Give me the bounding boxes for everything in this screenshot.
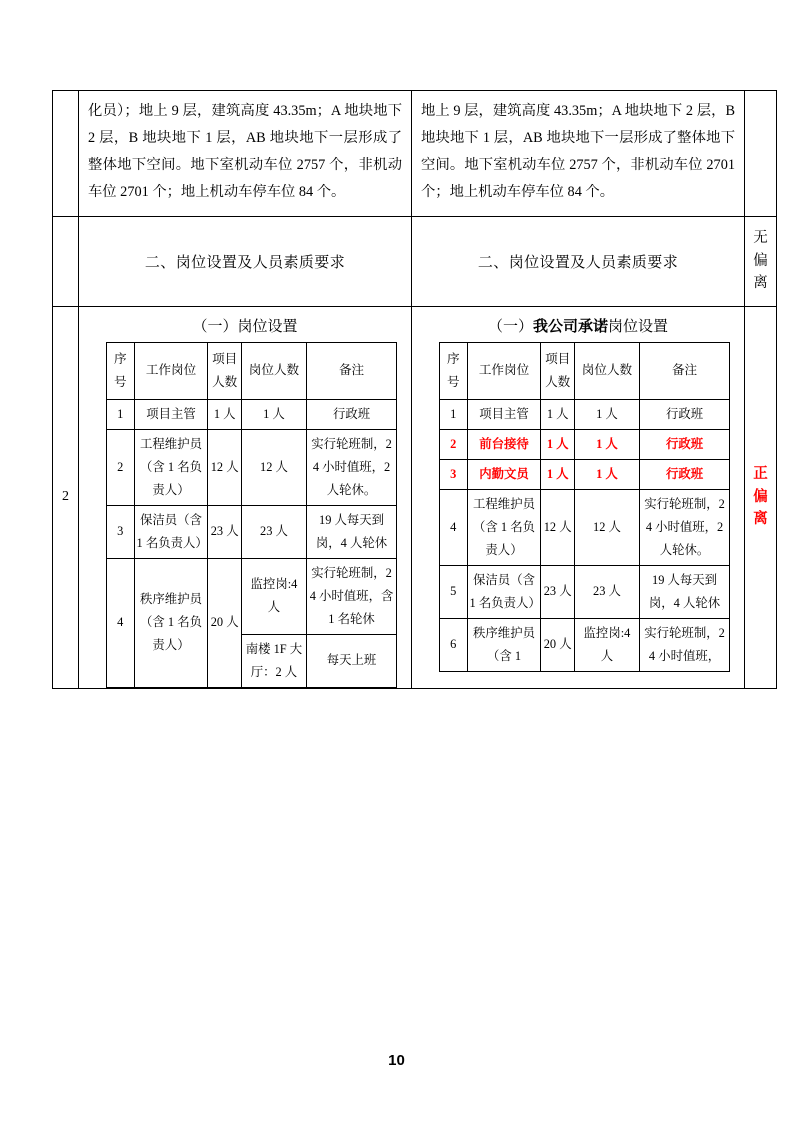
left-description-cell: [79, 91, 412, 217]
table-row-position-setup: [53, 306, 777, 688]
cell-post-count: 12 人: [241, 430, 306, 506]
cell-post: 保洁员（含 1 名负责人）: [134, 505, 208, 558]
cell-post-count: 23 人: [574, 565, 639, 618]
cell-remark: 实行轮班制，24 小时值班，2 人轮休。: [307, 430, 397, 506]
table-row-highlighted: [440, 460, 730, 490]
deviation-none-char-3: 离: [753, 275, 768, 292]
cell-remark: 行政班: [307, 400, 397, 430]
deviation-status-none: [745, 216, 777, 306]
right-position-table: [439, 342, 730, 672]
cell-remark: 19 人每天到岗，4 人轮休: [307, 505, 397, 558]
cell-post: 前台接待: [467, 430, 541, 460]
table-row-section-heading: [53, 216, 777, 306]
table-header-row: [107, 342, 397, 400]
cell-project-count: 20 人: [208, 558, 241, 687]
cell-no: 6: [440, 618, 468, 671]
cell-project-count: 1 人: [541, 430, 574, 460]
table-row: [440, 490, 730, 566]
table-row: [107, 400, 397, 430]
cell-project-count: 20 人: [541, 618, 574, 671]
cell-post: 秩序维护员（含 1: [467, 618, 541, 671]
cell-post-count: 12 人: [574, 490, 639, 566]
table-header-row: [440, 342, 730, 400]
table-row: [107, 430, 397, 506]
cell-post-count: 监控岗:4 人: [242, 559, 307, 634]
right-subsection-heading: [412, 307, 744, 342]
right-position-cell: [412, 306, 745, 688]
header-post-count: 岗位人数: [241, 342, 306, 400]
cell-project-count: 23 人: [541, 565, 574, 618]
table-row: [440, 400, 730, 430]
left-inner-table-wrapper: [79, 342, 411, 688]
cell-project-count: 23 人: [208, 505, 241, 558]
cell-post-count: 1 人: [574, 430, 639, 460]
table-row-truncated: [440, 618, 730, 671]
header-remark: 备注: [307, 342, 397, 400]
cell-remark: 行政班: [640, 400, 730, 430]
cell-no: 4: [107, 558, 135, 687]
left-position-table: [106, 342, 397, 688]
cell-post: 保洁员（含 1 名负责人）: [467, 565, 541, 618]
page-number: 10: [388, 1052, 405, 1069]
cell-no: 3: [440, 460, 468, 490]
table-row: [440, 565, 730, 618]
comparison-table: [52, 90, 777, 689]
header-post: 工作岗位: [467, 342, 541, 400]
cell-post-count: 监控岗:4 人: [574, 618, 639, 671]
deviation-positive-char-1: 正: [753, 466, 768, 483]
cell-post-count: 1 人: [574, 400, 639, 430]
row-index-blank: [53, 91, 79, 217]
header-project-count: 项目人数: [541, 342, 574, 400]
cell-no: 3: [107, 505, 135, 558]
cell-no: 2: [107, 430, 135, 506]
cell-remark: 实行轮班制，24 小时值班，含 1 名轮休: [307, 559, 396, 634]
deviation-positive-char-3: 离: [753, 511, 768, 528]
cell-no: 1: [440, 400, 468, 430]
row-index-blank-2: [53, 216, 79, 306]
cell-post-count: 1 人: [574, 460, 639, 490]
cell-no: 5: [440, 565, 468, 618]
nested-subrow-table: [242, 559, 396, 687]
cell-post: 工程维护员（含 1 名负责人）: [467, 490, 541, 566]
deviation-none-char-1: 无: [753, 230, 768, 247]
table-row-highlighted: [440, 430, 730, 460]
cell-remark: 19 人每天到岗，4 人轮休: [640, 565, 730, 618]
cell-project-count: 12 人: [541, 490, 574, 566]
nested-row: [242, 634, 396, 686]
table-row: [107, 505, 397, 558]
cell-remark: 实行轮班制，24 小时值班，: [640, 618, 730, 671]
left-position-cell: [79, 306, 412, 688]
right-section-heading: 二、岗位设置及人员素质要求: [477, 254, 679, 271]
header-project-count: 项目人数: [208, 342, 241, 400]
cell-split-group: [241, 558, 396, 687]
cell-project-count: 1 人: [208, 400, 241, 430]
table-row-split: [107, 558, 397, 687]
right-subsection-bold: 我公司承诺: [532, 318, 608, 335]
deviation-cell-blank: [745, 91, 777, 217]
cell-post: 秩序维护员（含 1 名负责人）: [134, 558, 208, 687]
deviation-positive-char-2: 偏: [753, 488, 768, 505]
cell-no: 4: [440, 490, 468, 566]
header-post: 工作岗位: [134, 342, 208, 400]
cell-post: 项目主管: [467, 400, 541, 430]
left-section-heading: 二、岗位设置及人员素质要求: [144, 254, 346, 271]
deviation-status-positive: [745, 306, 777, 688]
cell-remark: 实行轮班制，24 小时值班，2 人轮休。: [640, 490, 730, 566]
cell-remark: 每天上班: [326, 653, 377, 668]
deviation-none-char-2: 偏: [753, 252, 768, 269]
cell-project-count: 12 人: [208, 430, 241, 506]
cell-post: 工程维护员（含 1 名负责人）: [134, 430, 208, 506]
header-no: 序号: [440, 342, 468, 400]
cell-post-count: 1 人: [241, 400, 306, 430]
cell-project-count: 1 人: [541, 460, 574, 490]
left-section-heading-cell: [79, 216, 412, 306]
cell-post-count: 23 人: [241, 505, 306, 558]
cell-project-count: 1 人: [541, 400, 574, 430]
right-inner-table-wrapper: [412, 342, 744, 672]
left-subsection-heading: （一）岗位设置: [192, 318, 298, 335]
right-subsection-suffix: 岗位设置: [608, 318, 669, 335]
header-post-count: 岗位人数: [574, 342, 639, 400]
header-remark: 备注: [640, 342, 730, 400]
table-row-continued-description: [53, 91, 777, 217]
cell-post: 项目主管: [134, 400, 208, 430]
right-subsection-prefix: （一）: [487, 318, 533, 335]
right-description-text: 地上 9 层，建筑高度 43.35m；A 地块地下 2 层，B 地块地下 1 层，AB 地块地下一层形成了整体地下空间。地下室机动车位 2757 个，非机动车位 2701 个；地上机动车停车位 84 个。: [421, 103, 735, 201]
cell-post-count: 南楼 1F 大厅：2 人: [242, 634, 307, 686]
cell-remark: 行政班: [640, 430, 730, 460]
header-no: 序号: [107, 342, 135, 400]
nested-row: [242, 559, 396, 634]
left-description-text: 化员）；地上 9 层，建筑高度 43.35m；A 地块地下 2 层，B 地块地下 1 层，AB 地块地下一层形成了整体地下空间。地下室机动车位 2757 个，非机动车位 2701 个；地上机动车停车位 84 个。: [88, 103, 402, 201]
right-description-cell: [412, 91, 745, 217]
cell-remark: 行政班: [640, 460, 730, 490]
row-index-2: 2: [53, 306, 79, 688]
cell-no: 2: [440, 430, 468, 460]
cell-post: 内勤文员: [467, 460, 541, 490]
cell-no: 1: [107, 400, 135, 430]
right-section-heading-cell: [412, 216, 745, 306]
